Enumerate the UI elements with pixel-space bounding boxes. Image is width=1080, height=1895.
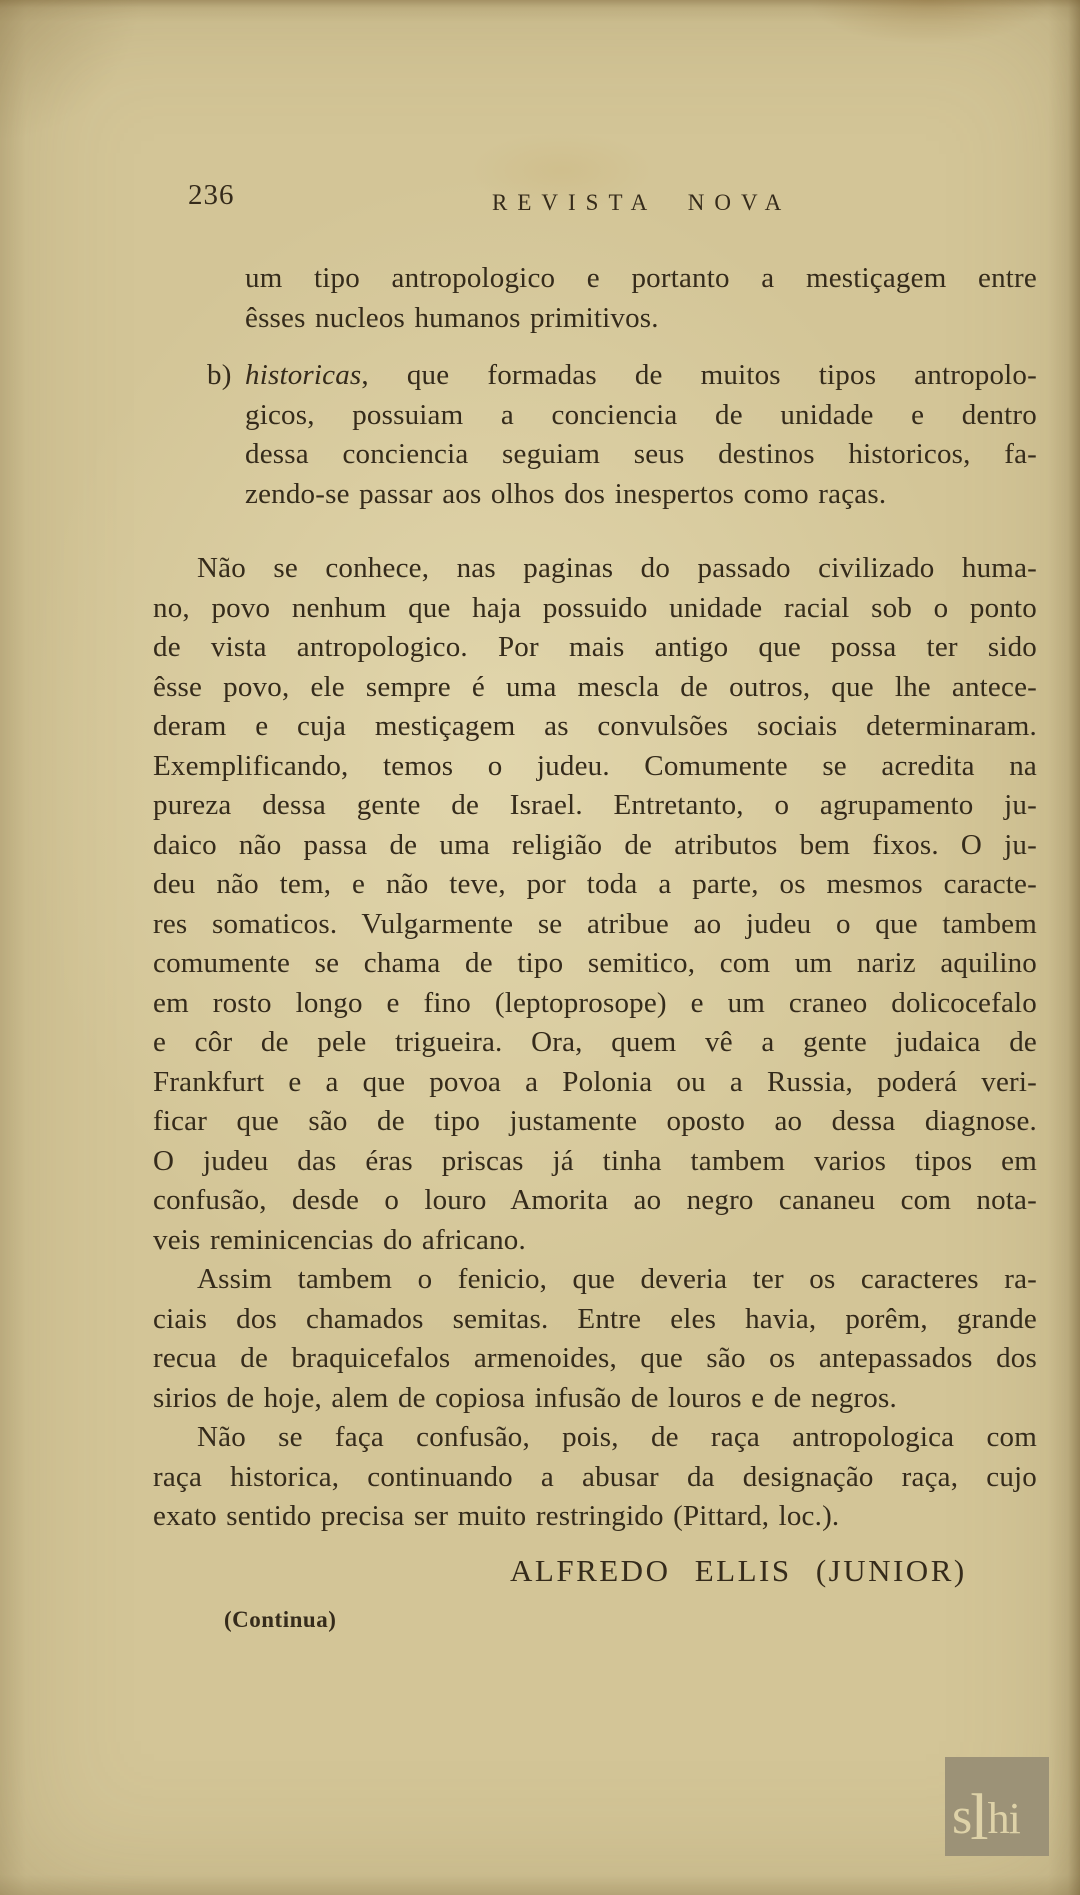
- paragraph-2: [153, 1260, 1037, 1418]
- text-line: pureza dessa gente de Israel. Entretanto, o agrupamento ju-: [153, 789, 1037, 821]
- continuation-note: (Continua): [224, 1607, 337, 1632]
- text-line: dessa conciencia seguiam seus destinos historicos, fa-: [245, 438, 1037, 470]
- stamp-letter-s: s: [952, 1788, 973, 1845]
- author-signature: ALFREDO ELLIS (JUNIOR): [510, 1553, 967, 1588]
- text-line: em rosto longo e fino (leptoprosope) e um craneo dolicocefalo: [153, 986, 1037, 1019]
- text-line: historicas, que formadas de muitos tipos antropolo-: [245, 359, 1037, 391]
- text-line: de vista antropologico. Por mais antigo que possa ter sido: [153, 631, 1037, 663]
- text-line: deu não tem, e não teve, por toda a parte, os mesmos caracte-: [153, 868, 1037, 900]
- text-line: comumente se chama de tipo semitico, com um nariz aquilino: [153, 947, 1037, 979]
- item-a-continuation: [245, 259, 1037, 338]
- text-line: e côr de pele trigueira. Ora, quem vê a gente judaica de: [153, 1026, 1037, 1058]
- text-line: veis reminicencias do africano.: [153, 1223, 526, 1256]
- page-number: 236: [188, 179, 235, 211]
- text-line: Não se conhece, nas paginas do passado civilizado huma-: [197, 552, 1037, 584]
- list-marker-b: b): [207, 359, 232, 391]
- library-stamp: [945, 1757, 1049, 1856]
- text-line: deram e cuja mestiçagem as convulsões sociais determinaram.: [153, 710, 1037, 742]
- text-line: um tipo antropologico e portanto a mestiçagem entre: [245, 262, 1037, 294]
- text-line: raça historica, continuando a abusar da designação raça, cujo: [153, 1460, 1037, 1493]
- text-line: res somaticos. Vulgarmente se atribue ao judeu o que tambem: [153, 907, 1037, 940]
- text-line: gicos, possuiam a conciencia de unidade e dentro: [245, 398, 1037, 431]
- text-line: êsses nucleos humanos primitivos.: [245, 301, 659, 334]
- paragraph-3: [153, 1418, 1037, 1537]
- text-line: Frankfurt e a que povoa a Polonia ou a Russia, poderá veri-: [153, 1065, 1037, 1098]
- text-line: O judeu das éras priscas já tinha tambem varios tipos em: [153, 1144, 1037, 1177]
- text-line: recua de braquicefalos armenoides, que são os antepassados dos: [153, 1342, 1037, 1374]
- text-line: êsse povo, ele sempre é uma mescla de outros, que lhe antece-: [153, 670, 1037, 703]
- article-text: [153, 259, 1037, 1537]
- paragraph-1: [153, 549, 1037, 1260]
- text-line: ciais dos chamados semitas. Entre eles havia, porêm, grande: [153, 1302, 1037, 1335]
- italic-term: historicas: [245, 359, 362, 391]
- item-b: [207, 356, 1037, 514]
- text-line: zendo-se passar aos olhos dos inespertos como raças.: [245, 477, 887, 510]
- text-line: no, povo nenhum que haja possuido unidade racial sob o ponto: [153, 591, 1037, 624]
- text-line: sirios de hoje, alem de copiosa infusão de louros e de negros.: [153, 1381, 897, 1414]
- stamp-letters-hi: hi: [987, 1794, 1020, 1843]
- text-line: Assim tambem o fenicio, que deveria ter os caracteres ra-: [197, 1263, 1037, 1295]
- journal-title: REVISTA NOVA: [492, 190, 792, 215]
- stamp-letter-l: l: [970, 1781, 989, 1854]
- text-line: exato sentido precisa ser muito restringido (Pittard, loc.).: [153, 1500, 840, 1532]
- text-line: ficar que são de tipo justamente oposto ao dessa diagnose.: [153, 1105, 1037, 1137]
- text-line: daico não passa de uma religião de atributos bem fixos. O ju-: [153, 828, 1037, 861]
- text-line: Não se faça confusão, pois, de raça antropologica com: [197, 1421, 1037, 1453]
- text-line: Exemplificando, temos o judeu. Comumente se acredita na: [153, 749, 1037, 782]
- text-line: confusão, desde o louro Amorita ao negro cananeu com nota-: [153, 1184, 1037, 1216]
